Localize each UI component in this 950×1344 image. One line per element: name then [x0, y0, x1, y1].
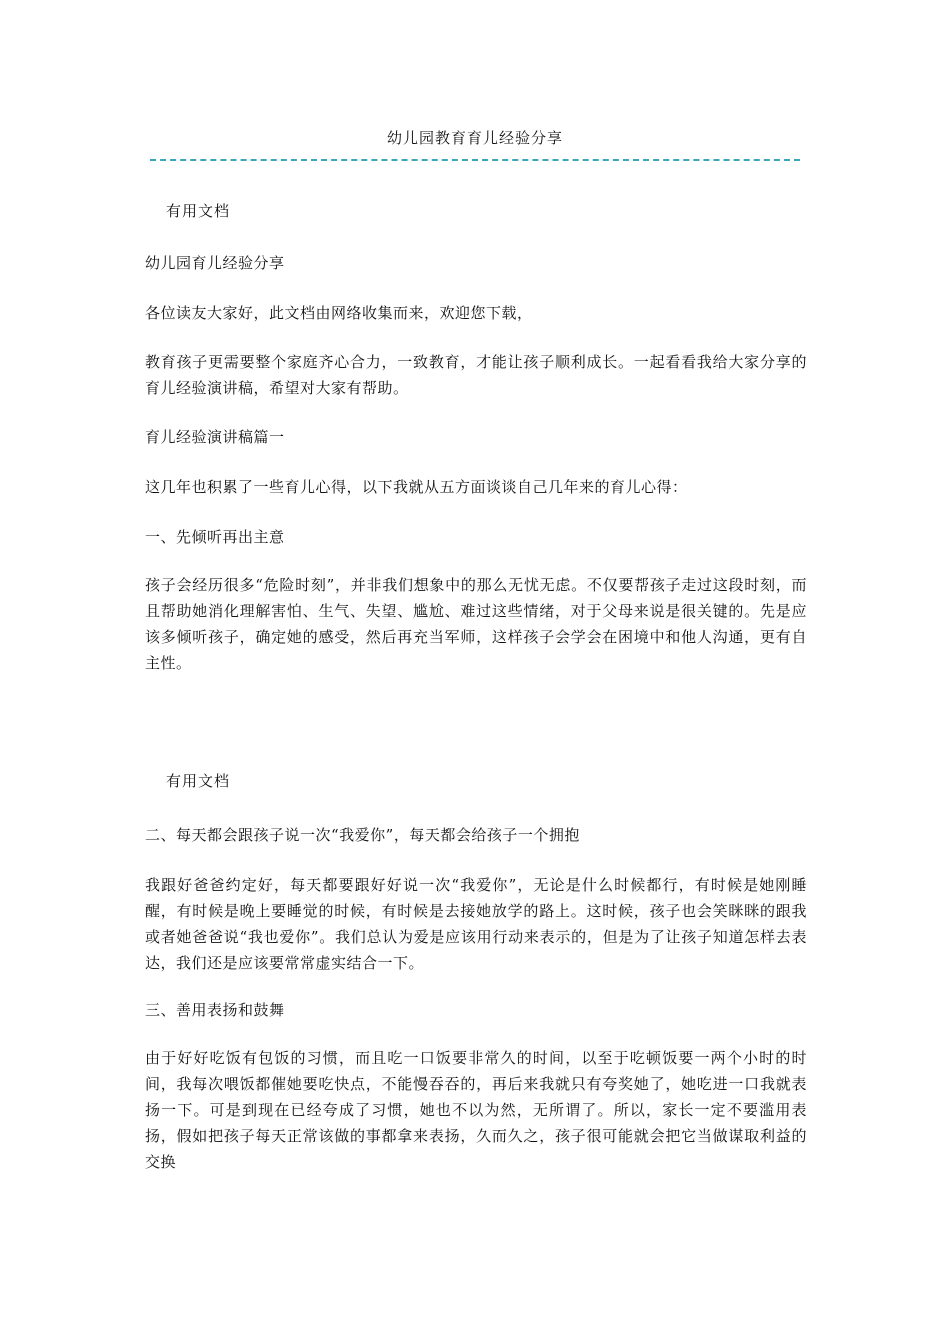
- useful-document-label: 有用文档: [166, 772, 231, 790]
- paragraph: 这几年也积累了一些育儿心得，以下我就从五方面谈谈自己几年来的育儿心得：: [145, 478, 688, 496]
- paragraph: 我跟好爸爸约定好，每天都要跟好好说一次“我爱你”，无论是什么时候都行，有时候是她刚睡醒，有时候是晚上要睡觉的时候，有时候是去接她放学的路上。这时候，孩子也会笑眯眯的跟我或者她爸爸说“我也爱你”。我们总认为爱是应该用行动来表示的，但是为了让孩子知道怎样去表达，我们还是应该要常常虚实结合一下。: [145, 876, 807, 972]
- header-dashed-divider: [150, 159, 800, 161]
- paragraph: 教育孩子更需要整个家庭齐心合力，一致教育，才能让孩子顺利成长。一起看看我给大家分享的育儿经验演讲稿，希望对大家有帮助。: [145, 353, 807, 397]
- intro-paragraph: 各位读友大家好，此文档由网络收集而来，欢迎您下载，: [145, 304, 533, 322]
- paragraph: 孩子会经历很多“危险时刻”，并非我们想象中的那么无忧无虑。不仅要帮孩子走过这段时刻，而且帮助她消化理解害怕、生气、失望、尴尬、难过这些情绪，对于父母来说是很关键的。先是应该多倾听孩子，确定她的感受，然后再充当军师，这样孩子会学会在困境中和他人沟通，更有自主性。: [145, 576, 807, 672]
- article-title: 幼儿园育儿经验分享: [145, 254, 285, 272]
- section-heading: 一、先倾听再出主意: [145, 528, 285, 546]
- useful-document-label: 有用文档: [166, 202, 231, 220]
- document-header-title: 幼儿园教育育儿经验分享: [386, 129, 563, 147]
- section-heading: 三、善用表扬和鼓舞: [145, 1001, 285, 1019]
- section-heading: 二、每天都会跟孩子说一次“我爱你”，每天都会给孩子一个拥抱: [145, 826, 580, 844]
- paragraph: 由于好好吃饭有包饭的习惯，而且吃一口饭要非常久的时间，以至于吃顿饭要一两个小时的时间，我每次喂饭都催她要吃快点，不能慢吞吞的，再后来我就只有夸奖她了，她吃进一口我就表扬一下。可是到现在已经夸成了习惯，她也不以为然，无所谓了。所以，家长一定不要滥用表扬，假如把孩子每天正常该做的事都拿来表扬，久而久之，孩子很可能就会把它当做谋取利益的交换: [145, 1049, 807, 1171]
- section-heading: 育儿经验演讲稿篇一: [145, 428, 285, 446]
